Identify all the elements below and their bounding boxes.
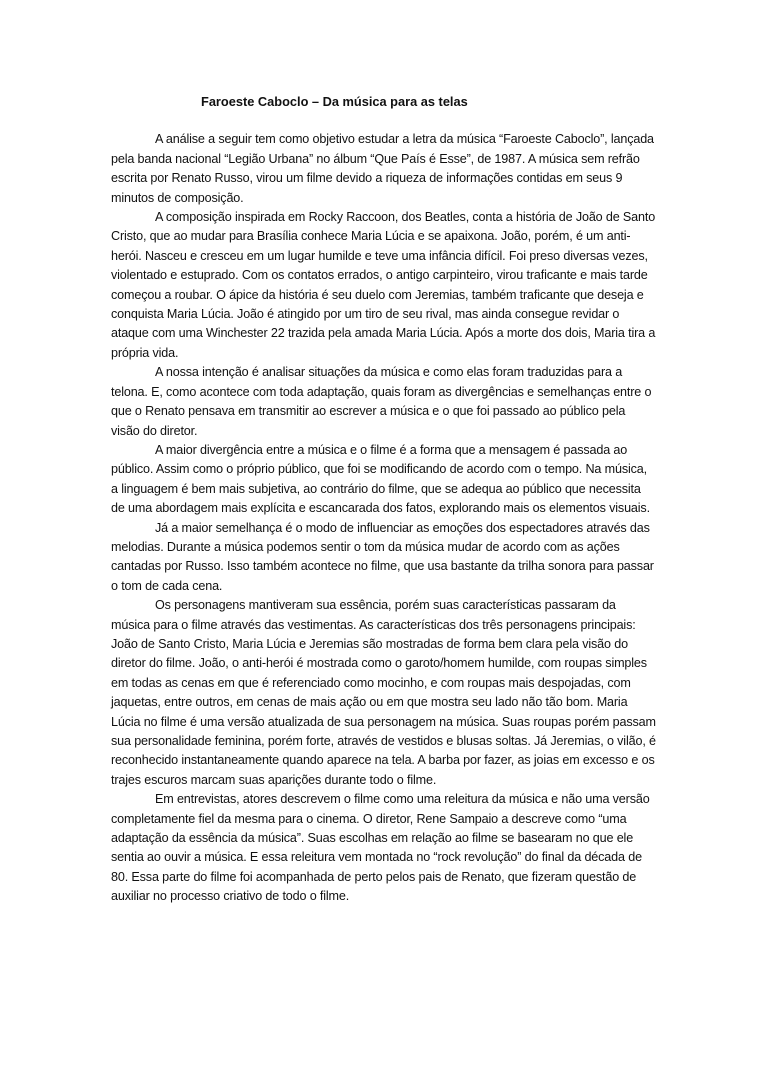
- document-page: [111, 92, 657, 907]
- paragraph-introduction: A análise a seguir tem como objetivo estudar a letra da música “Faroeste Caboclo”, lançada pela banda nacional “Legião Urbana” no álbum “Que País é Esse”, de 1987. A música sem refrão escrita por Renato Russo, virou um filme devido a riqueza de informações contidas em seus 9 minutos de composição.: [111, 132, 654, 205]
- document-title: Faroeste Caboclo – Da música para as telas: [201, 94, 468, 109]
- paragraph-divergence: A maior divergência entre a música e o filme é a forma que a mensagem é passada ao público. Assim como o próprio público, que foi se modificando de acordo com o tempo. Na música, a linguagem é bem mais subjetiva, ao contrário do filme, que se adequa ao público que necessita de uma abordagem mais explícita e escancarada dos fatos, explorando mais os elementos visuais.: [111, 442, 650, 516]
- paragraph-intention: A nossa intenção é analisar situações da música e como elas foram traduzidas para a telona. E, como acontece com toda adaptação, quais foram as divergências e semelhanças entre o que o Renato pensava em transmitir ao escrever a música e o que foi passado ao público pela visão do diretor.: [111, 365, 652, 438]
- paragraph-story-summary: A composição inspirada em Rocky Raccoon, dos Beatles, conta a história de João de Santo Cristo, que ao mudar para Brasília conhece Maria Lúcia e se apaixona. João, porém, é um anti-herói. Nasceu e cresceu em um lugar humilde e teve uma infância difícil. Foi preso diversas vezes, violentado e estuprado. Com os contatos errados, o antigo carpinteiro, virou traficante e mais tarde começou a roubar. O ápice da história é seu duelo com Jeremias, também traficante que deseja e conquista Maria Lúcia. João é atingido por um tiro de seu rival, mas ainda consegue revidar o ataque com uma Winchester 22 trazida pela amada Maria Lúcia. Após a morte dos dois, Maria tira a própria vida.: [111, 210, 656, 360]
- paragraph-similarity: Já a maior semelhança é o modo de influenciar as emoções dos espectadores através das melodias. Durante a música podemos sentir o tom da música mudar de acordo com as ações cantadas por Russo. Isso também acontece no filme, que usa bastante da trilha sonora para passar o tom de cada cena.: [111, 520, 654, 593]
- paragraph-characters: Os personagens mantiveram sua essência, porém suas características passaram da música para o filme através das vestimentas. As características dos três personagens principais: João de Santo Cristo, Maria Lúcia e Jeremias são mostradas de forma bem clara pela visão do diretor do filme. João, o anti-herói é mostrada como o garoto/homem humilde, com roupas simples em todas as cenas em que é referenciado como mocinho, e com roupas mais despojadas, com jaquetas, entre outros, em cenas de mais ação ou em que mostra seu lado não tão bom. Maria Lúcia no filme é uma versão atualizada de sua personagem na música. Suas roupas porém passam sua personalidade feminina, porém forte, através de vestidos e blusas soltas. Já Jeremias, o vilão, é reconhecido instantaneamente quando aparece na tela. A barba por fazer, as joias em excesso e os trajes escuros marcam suas aparições durante todo o filme.: [111, 598, 656, 787]
- paragraph-interviews: Em entrevistas, atores descrevem o filme como uma releitura da música e não uma versão completamente fiel da mesma para o cinema. O diretor, Rene Sampaio a descreve como “uma adaptação da essência da música”. Suas escolhas em relação ao filme se basearam no que ele sentia ao ouvir a música. E essa releitura vem montada no “rock revolução” do final da década de 80. Essa parte do filme foi acompanhada de perto pelos pais de Renato, que fizeram questão de auxiliar no processo criativo de todo o filme.: [111, 792, 650, 904]
